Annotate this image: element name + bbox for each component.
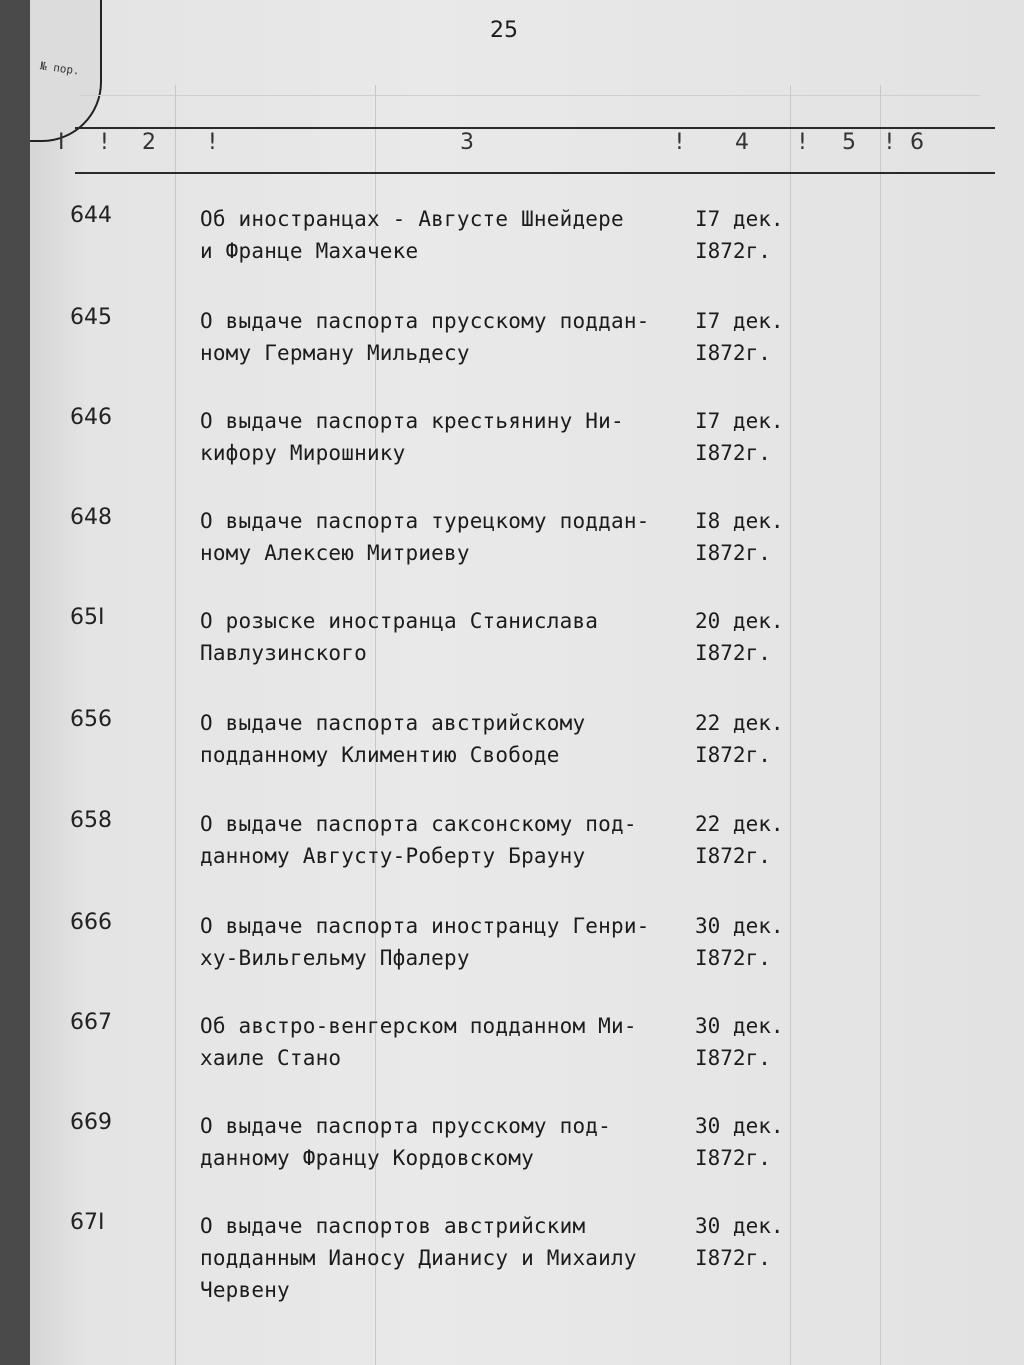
case-number: 667 — [70, 1010, 112, 1035]
corner-label: № пор. — [39, 59, 81, 78]
list-item — [30, 910, 1024, 1000]
title-line: ному Алексею Митриеву — [200, 541, 470, 565]
case-date — [695, 707, 784, 771]
title-line: О выдаче паспорта прусскому под- — [200, 1114, 611, 1138]
date-day: 30 дек. — [695, 1214, 784, 1238]
date-day: 30 дек. — [695, 1114, 784, 1138]
case-title — [200, 405, 700, 469]
case-number: 644 — [70, 203, 112, 228]
title-line: Павлузинского — [200, 641, 367, 665]
title-line: данному Францу Кордовскому — [200, 1146, 534, 1170]
title-line: хаиле Стано — [200, 1046, 342, 1070]
date-day: I7 дек. — [695, 309, 784, 333]
list-item — [30, 305, 1024, 395]
column-header-5: 5 — [842, 130, 856, 155]
title-line: О выдаче паспорта австрийскому — [200, 711, 586, 735]
column-header-3: 3 — [460, 130, 474, 155]
title-line: О выдаче паспортов австрийским — [200, 1214, 586, 1238]
date-year: I872г. — [695, 541, 771, 565]
date-year: I872г. — [695, 946, 771, 970]
title-line: данному Августу-Роберту Брауну — [200, 844, 586, 868]
header-top-rule — [75, 127, 995, 129]
case-date — [695, 1210, 784, 1274]
list-item — [30, 808, 1024, 898]
date-year: I872г. — [695, 743, 771, 767]
title-line: О выдаче паспорта турецкому поддан- — [200, 509, 650, 533]
date-year: I872г. — [695, 1046, 771, 1070]
date-day: 30 дек. — [695, 1014, 784, 1038]
date-day: I8 дек. — [695, 509, 784, 533]
list-item — [30, 505, 1024, 595]
date-year: I872г. — [695, 341, 771, 365]
list-item — [30, 605, 1024, 695]
case-date — [695, 1010, 784, 1074]
case-title — [200, 808, 700, 872]
title-line: кифору Мирошнику — [200, 441, 406, 465]
title-line: ху-Вильгельму Пфалеру — [200, 946, 470, 970]
list-item — [30, 1110, 1024, 1200]
title-line: О выдаче паспорта прусскому поддан- — [200, 309, 650, 333]
title-line: О выдаче паспорта иностранцу Генри- — [200, 914, 650, 938]
case-number: 645 — [70, 305, 112, 330]
date-year: I872г. — [695, 844, 771, 868]
case-title — [200, 203, 700, 267]
date-day: 22 дек. — [695, 711, 784, 735]
date-year: I872г. — [695, 1146, 771, 1170]
title-line: О розыске иностранца Станислава — [200, 609, 599, 633]
column-header-6: 6 — [910, 130, 924, 155]
case-number: 669 — [70, 1110, 112, 1135]
date-day: I7 дек. — [695, 409, 784, 433]
title-line: ному Герману Мильдесу — [200, 341, 470, 365]
date-day: 22 дек. — [695, 812, 784, 836]
page-number: 25 — [490, 18, 518, 43]
list-item — [30, 1010, 1024, 1100]
date-year: I872г. — [695, 1246, 771, 1270]
ghost-header-line — [80, 95, 980, 96]
case-date — [695, 910, 784, 974]
date-year: I872г. — [695, 239, 771, 263]
title-line: подданным Ианосу Дианису и Михаилу — [200, 1246, 637, 1270]
case-date — [695, 808, 784, 872]
column-header-1: I — [58, 130, 65, 155]
case-date — [695, 305, 784, 369]
date-year: I872г. — [695, 441, 771, 465]
document-page — [30, 0, 1024, 1365]
case-date — [695, 405, 784, 469]
case-date — [695, 605, 784, 669]
column-separator: ! — [100, 130, 109, 155]
case-number: 656 — [70, 707, 112, 732]
date-day: 20 дек. — [695, 609, 784, 633]
case-title — [200, 505, 700, 569]
case-title — [200, 1210, 700, 1306]
case-number: 666 — [70, 910, 112, 935]
title-line: и Франце Махачеке — [200, 239, 419, 263]
case-date — [695, 203, 784, 267]
case-title — [200, 1010, 700, 1074]
column-header-4: 4 — [735, 130, 749, 155]
column-separator: ! — [885, 130, 894, 155]
case-title — [200, 707, 700, 771]
column-separator: ! — [675, 130, 684, 155]
case-title — [200, 910, 700, 974]
column-separator: ! — [798, 130, 807, 155]
title-line: О выдаче паспорта саксонскому под- — [200, 812, 637, 836]
title-line: Об иностранцах - Августе Шнейдере — [200, 207, 624, 231]
list-item — [30, 1210, 1024, 1320]
case-number: 658 — [70, 808, 112, 833]
title-line: Червену — [200, 1278, 290, 1302]
column-separator: ! — [208, 130, 217, 155]
date-year: I872г. — [695, 641, 771, 665]
case-title — [200, 305, 700, 369]
case-number: 648 — [70, 505, 112, 530]
date-day: I7 дек. — [695, 207, 784, 231]
header-bottom-rule — [75, 172, 995, 174]
case-number: 67I — [70, 1210, 105, 1235]
case-title — [200, 605, 700, 669]
case-date — [695, 1110, 784, 1174]
list-item — [30, 405, 1024, 495]
date-day: 30 дек. — [695, 914, 784, 938]
case-title — [200, 1110, 700, 1174]
title-line: О выдаче паспорта крестьянину Ни- — [200, 409, 624, 433]
column-header-2: 2 — [142, 130, 156, 155]
list-item — [30, 203, 1024, 293]
previous-page-corner — [30, 0, 102, 142]
title-line: подданному Климентию Свободе — [200, 743, 560, 767]
list-item — [30, 707, 1024, 797]
case-number: 65I — [70, 605, 105, 630]
case-date — [695, 505, 784, 569]
title-line: Об австро-венгерском подданном Ми- — [200, 1014, 637, 1038]
case-number: 646 — [70, 405, 112, 430]
